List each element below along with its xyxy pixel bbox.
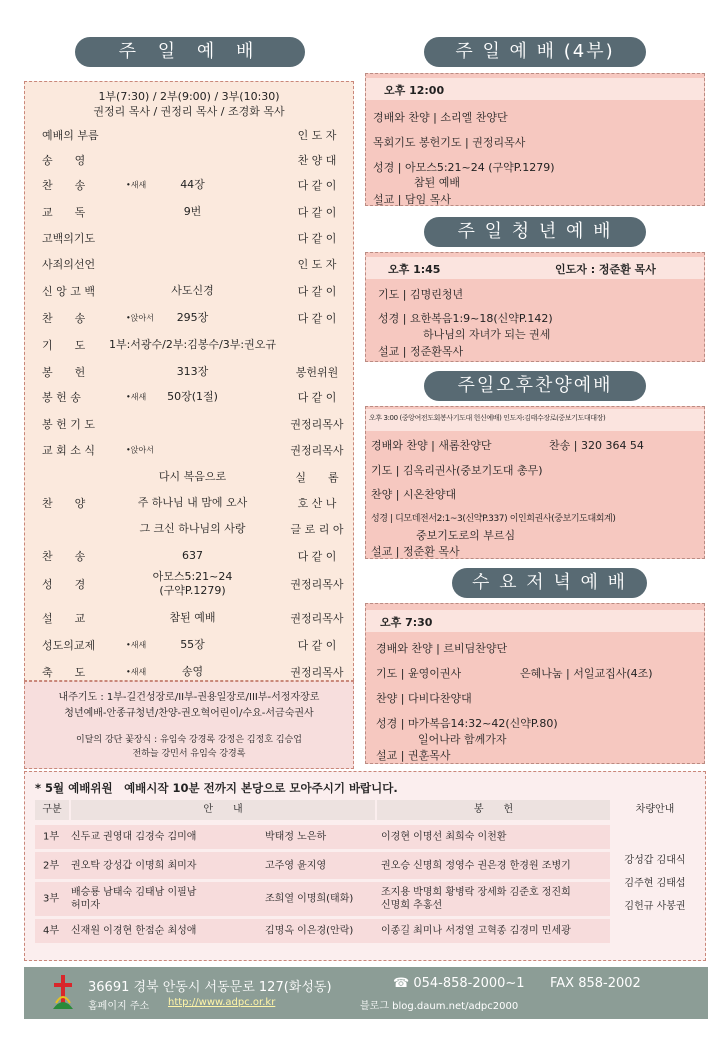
youth-service-title: 주 일 청 년 예 배 [424,217,646,247]
order-item: 찬 송 [42,312,86,325]
order-row [25,226,353,250]
order-leader: 권정리목사 [290,444,344,457]
usher-row [35,919,610,943]
wednesday-line: 기도 | 윤영이권사 [376,667,462,680]
wednesday-line: 성경 | 마가복음14:32~42(신약P.80) [376,717,558,730]
wednesday-line: 경배와 찬양 | 르비딤찬양단 [376,642,508,655]
order-leader: 다 같 이 [297,206,337,219]
usher-offering: 이종길 최미나 서정열 고혁종 김경미 민세광 [381,925,571,937]
footer-home-link[interactable]: http://www.adpc.or.kr [168,997,276,1008]
prayer-line: 내주기도 : 1부-길건성장로/II부-권용일장로/III부-서정자장로 [58,692,320,703]
posture-note: •새새 [126,392,147,402]
order-row [25,252,353,276]
prayer-notice [24,681,354,769]
posture-note: •앉아서 [126,313,154,323]
posture-note: •앉아서 [126,445,154,455]
afternoon-service-box [365,406,705,559]
footer-fax: FAX 858-2002 [550,976,641,991]
order-leader: 권정리목사 [290,612,344,625]
order-leader: 다 같 이 [297,285,337,298]
header-car: 차량안내 [635,804,675,815]
order-row [25,200,353,224]
order-row [25,572,353,596]
order-item: 봉 헌 송 [42,391,81,404]
order-detail: 1부:서광수/2부:김봉수/3부:권오규 [108,338,277,351]
wednesday-line: 찬양 | 다비다찬양대 [376,692,472,705]
car-entry: 김주현 김태섭 [624,878,686,889]
usher-guide: 권오탁 강성갑 이명희 최미자 [71,860,197,871]
order-item: 성 경 [42,578,86,591]
posture-note: •새새 [126,667,147,677]
fourth-line: 경배와 찬양 | 소리엘 찬양단 [373,111,508,124]
order-leader: 실 롬 [295,471,339,484]
afternoon-line: 찬송 | 320 364 54 [549,439,644,452]
usher-row [35,882,610,916]
sunday-worship-title: 주 일 예 배 [75,37,305,67]
usher-guide-extra: 조희열 이명희(태화) [265,893,354,905]
usher-group: 2부 [43,860,60,871]
order-leader: 인 도 자 [297,258,337,271]
usher-guide-extra: 김명옥 이은경(안락) [265,925,354,937]
usher-guide: 신재원 이경현 한점순 최성애 [71,925,197,937]
order-detail: 아모스5:21~24 (구약P.1279) [152,570,233,597]
order-row [25,148,353,172]
prayer-line: 청년예배-안종규청년/찬양-권오혁어린이/수요-서금숙권사 [64,708,314,719]
order-item: 교 회 소 식 [42,444,95,457]
afternoon-line: 기도 | 김옥리권사(중보기도대 총무) [371,464,543,477]
youth-line: 하나님의 자녀가 되는 권세 [423,328,551,341]
order-detail: 313장 [176,365,209,378]
order-of-worship [24,81,354,681]
usher-offering: 권오승 신명희 정영수 권은경 한경원 조병기 [381,860,571,871]
car-list [612,854,698,913]
wednesday-service-box [365,603,705,764]
order-leader: 글 로 리 아 [290,523,344,536]
order-item: 축 도 [42,666,86,679]
usher-offering: 이경현 이명선 최희숙 이천환 [381,831,507,843]
footer [24,967,708,1019]
order-item: 기 도 [42,339,86,352]
usher-guide: 배승룡 남태숙 김태남 이필남 허미자 [71,887,197,911]
order-leader: 봉헌위원 [295,366,339,379]
fourth-line: 참된 예배 [414,176,461,189]
order-detail: 그 크신 하나님의 사랑 [139,522,246,535]
youth-time: 오후 1:45 [388,263,441,276]
car-entry: 강성갑 김대식 [624,855,686,866]
youth-line: 기도 | 김명린청년 [378,288,464,301]
fourth-service-title: 주 일 예 배 (4부) [424,37,646,67]
afternoon-line: 성경 | 디모데전서2:1~3(신약P.337) 이인희권사(중보기도대회계) [371,514,616,524]
order-leader: 다 같 이 [297,550,337,563]
order-leader: 권정리목사 [290,666,344,679]
order-item: 교 독 [42,206,86,219]
order-row [25,385,353,409]
footer-phone: ☎ 054-858-2000~1 [393,976,525,991]
order-row [25,465,353,489]
order-detail: 송영 [181,665,204,678]
afternoon-line: 찬양 | 시온찬양대 [371,488,457,501]
order-leader: 다 같 이 [297,232,337,245]
youth-service-box [365,252,705,362]
order-detail: 참된 예배 [169,611,216,624]
order-row [25,360,353,384]
youth-line: 설교 | 정준환목사 [378,345,464,358]
fourth-time: 오후 12:00 [384,84,445,97]
order-row [25,544,353,568]
order-leader: 다 같 이 [297,639,337,652]
footer-home-label: 홈페이지 주소 [88,1001,150,1012]
church-logo-icon [50,973,76,1013]
usher-row [35,852,610,879]
order-row [25,606,353,630]
afternoon-line: 경배와 찬양 | 새롬찬양단 [371,439,492,452]
order-detail: 9번 [183,205,202,218]
flower-line: 전하늘 강민서 유임숙 강경록 [132,749,246,759]
order-item: 봉 헌 기 도 [42,418,95,431]
order-item: 고백의기도 [42,232,96,245]
order-detail: 사도신경 [171,284,214,297]
order-row [25,491,353,515]
order-leader: 권정리목사 [290,418,344,431]
order-detail: 다시 복음으로 [158,470,227,483]
order-detail: 44장 [180,178,205,191]
fourth-line: 설교 | 담임 목사 [373,193,451,206]
fourth-service-box [365,73,705,206]
afternoon-line: 중보기도로의 부르심 [416,529,516,542]
usher-guide-extra: 고주영 윤지영 [265,860,327,871]
order-leader: 찬 양 대 [297,154,337,167]
footer-blog: 블로그 blog.daum.net/adpc2000 [360,1001,519,1012]
order-item: 송 영 [42,154,86,167]
order-detail: 주 하나님 내 맘에 오사 [137,496,248,509]
order-leader: 다 같 이 [297,312,337,325]
order-row [25,333,353,357]
usher-offering: 조지용 박명희 황병락 장세화 김준호 정진희 신명희 추홍선 [381,887,571,911]
usher-guide: 신두교 권영대 김경숙 김미애 [71,831,197,843]
wednesday-time: 오후 7:30 [380,616,433,629]
footer-address: 36691 경북 안동시 서동문로 127(화성동) [88,980,332,995]
order-leader: 인 도 자 [297,129,337,142]
order-row [25,123,353,147]
posture-note: •새새 [126,640,147,650]
fourth-line: 목회기도 봉헌기도 | 권정리목사 [373,136,526,149]
order-row [25,633,353,657]
order-leader: 다 같 이 [297,391,337,404]
flower-line: 이달의 강단 꽃장식 : 유임숙 강경록 강정은 김정호 김승업 [76,735,302,745]
order-item: 찬 송 [42,179,86,192]
wednesday-service-title: 수 요 저 녁 예 배 [452,568,647,598]
order-leader: 호 산 나 [297,497,337,510]
fourth-line: 성경 | 아모스5:21~24 (구약P.1279) [373,161,555,174]
usher-guide-extra: 박태정 노은하 [265,831,327,843]
order-detail: 637 [182,549,203,562]
service-times: 1부(7:30) / 2부(9:00) / 3부(10:30) [98,90,280,103]
usher-group: 4부 [43,925,60,937]
posture-note: •새새 [126,180,147,190]
afternoon-line: 설교 | 정준환 목사 [371,545,460,558]
header-offering: 봉 헌 [377,800,610,820]
youth-line: 성경 | 요한복음1:9~18(신약P.142) [378,312,553,325]
order-item: 성도의교제 [42,639,96,652]
order-item: 봉 헌 [42,366,86,379]
usher-title: * 5월 예배위원 예배시작 10분 전까지 본당으로 모아주시기 바랍니다. [35,781,398,795]
order-detail: 50장(1절) [167,390,218,403]
usher-row [35,825,610,849]
afternoon-header: 오후 3:00 (중앙여전도회봉사기도대 헌신예배) 인도자:김태수장로(중보기도대대장) [369,414,606,422]
header-guide: 안 내 [71,800,375,820]
wednesday-line: 은혜나눔 | 서일교집사(4조) [520,667,653,680]
order-row [25,438,353,462]
order-row [25,306,353,330]
order-leader: 권정리목사 [290,578,344,591]
order-row [25,517,353,541]
header-gubun: 구분 [35,800,69,820]
order-item: 찬 양 [42,497,86,510]
order-row [25,279,353,303]
usher-group: 3부 [43,893,60,905]
order-item: 예배의 부름 [42,129,99,142]
order-detail: 55장 [180,638,205,651]
usher-group: 1부 [43,831,60,843]
afternoon-service-title: 주일오후찬양예배 [424,371,646,401]
order-item: 신 앙 고 백 [42,285,95,298]
car-entry: 김헌규 사봉권 [624,901,686,912]
youth-leader: 인도자 : 정준환 목사 [555,263,656,276]
order-leader: 다 같 이 [297,179,337,192]
wednesday-line: 일어나라 함께가자 [418,733,507,746]
order-item: 찬 송 [42,550,86,563]
order-row [25,412,353,436]
order-detail: 295장 [176,311,209,324]
service-preachers: 권정리 목사 / 권정리 목사 / 조경화 목사 [93,105,285,118]
wednesday-line: 설교 | 권훈목사 [376,749,451,762]
order-row [25,173,353,197]
order-item: 사죄의선언 [42,258,96,271]
usher-table [24,771,706,961]
order-item: 설 교 [42,612,86,625]
